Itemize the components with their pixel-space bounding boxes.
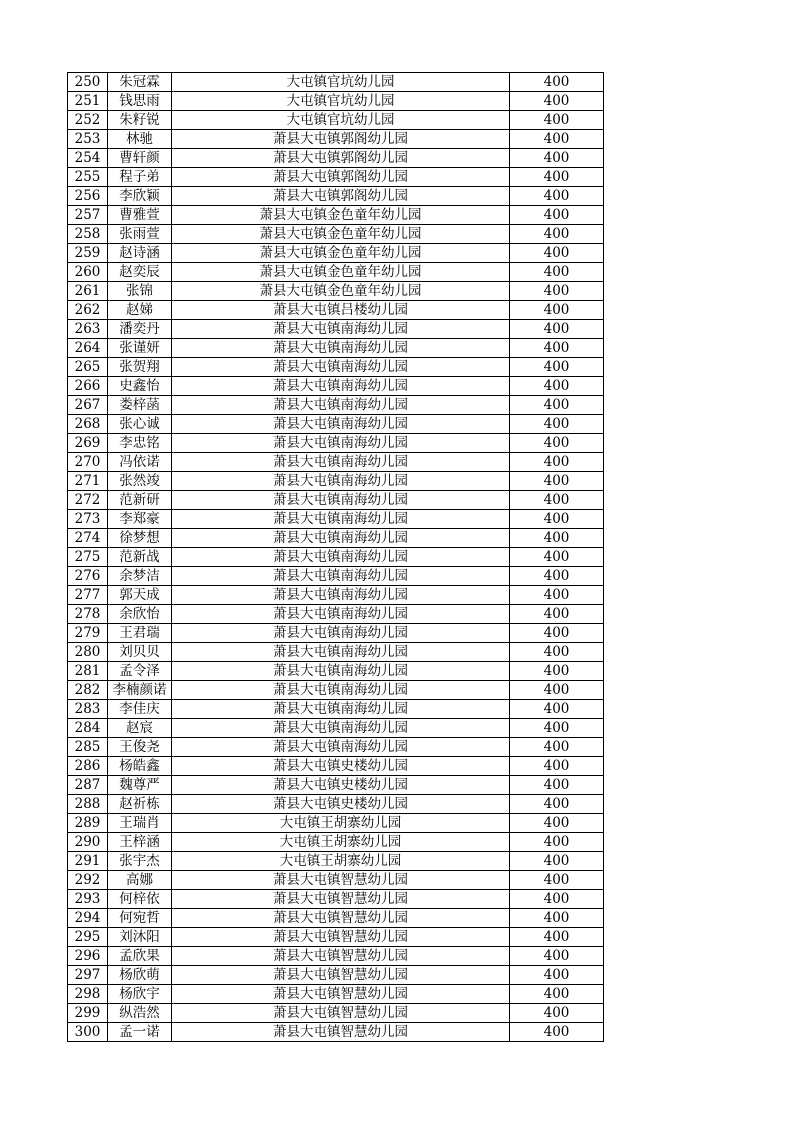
cell-student-name: 赵奕辰 bbox=[108, 263, 172, 282]
table-row bbox=[68, 719, 604, 738]
table-row bbox=[68, 700, 604, 719]
cell-student-name: 史鑫怡 bbox=[108, 377, 172, 396]
table-row bbox=[68, 985, 604, 1004]
table-row bbox=[68, 1004, 604, 1023]
cell-number: 297 bbox=[68, 966, 108, 985]
cell-amount: 400 bbox=[510, 890, 604, 909]
cell-amount: 400 bbox=[510, 700, 604, 719]
cell-number: 287 bbox=[68, 776, 108, 795]
cell-amount: 400 bbox=[510, 339, 604, 358]
cell-amount: 400 bbox=[510, 909, 604, 928]
table-row bbox=[68, 928, 604, 947]
table-row bbox=[68, 111, 604, 130]
cell-student-name: 何梓依 bbox=[108, 890, 172, 909]
cell-student-name: 张雨萱 bbox=[108, 225, 172, 244]
cell-student-name: 张宇杰 bbox=[108, 852, 172, 871]
table-row bbox=[68, 871, 604, 890]
cell-number: 285 bbox=[68, 738, 108, 757]
cell-amount: 400 bbox=[510, 434, 604, 453]
cell-amount: 400 bbox=[510, 453, 604, 472]
cell-number: 259 bbox=[68, 244, 108, 263]
cell-number: 280 bbox=[68, 643, 108, 662]
cell-number: 252 bbox=[68, 111, 108, 130]
cell-kindergarten: 萧县大屯镇南海幼儿园 bbox=[172, 700, 510, 719]
cell-amount: 400 bbox=[510, 415, 604, 434]
cell-number: 292 bbox=[68, 871, 108, 890]
table-row bbox=[68, 681, 604, 700]
table-row bbox=[68, 73, 604, 92]
table-row bbox=[68, 795, 604, 814]
cell-number: 263 bbox=[68, 320, 108, 339]
cell-kindergarten: 萧县大屯镇智慧幼儿园 bbox=[172, 966, 510, 985]
cell-amount: 400 bbox=[510, 776, 604, 795]
table-row bbox=[68, 624, 604, 643]
cell-kindergarten: 萧县大屯镇金色童年幼儿园 bbox=[172, 263, 510, 282]
cell-student-name: 孟欣果 bbox=[108, 947, 172, 966]
table-row bbox=[68, 966, 604, 985]
cell-amount: 400 bbox=[510, 111, 604, 130]
cell-amount: 400 bbox=[510, 586, 604, 605]
cell-amount: 400 bbox=[510, 985, 604, 1004]
table-row bbox=[68, 738, 604, 757]
cell-student-name: 杨欣萌 bbox=[108, 966, 172, 985]
table-row bbox=[68, 320, 604, 339]
cell-kindergarten: 萧县大屯镇智慧幼儿园 bbox=[172, 1004, 510, 1023]
cell-student-name: 刘贝贝 bbox=[108, 643, 172, 662]
table-row bbox=[68, 358, 604, 377]
cell-kindergarten: 萧县大屯镇吕楼幼儿园 bbox=[172, 301, 510, 320]
cell-number: 257 bbox=[68, 206, 108, 225]
table-row bbox=[68, 757, 604, 776]
cell-kindergarten: 萧县大屯镇郭阁幼儿园 bbox=[172, 187, 510, 206]
cell-student-name: 李佳庆 bbox=[108, 700, 172, 719]
table-row bbox=[68, 453, 604, 472]
table-row bbox=[68, 1023, 604, 1042]
cell-kindergarten: 萧县大屯镇金色童年幼儿园 bbox=[172, 282, 510, 301]
cell-number: 272 bbox=[68, 491, 108, 510]
cell-amount: 400 bbox=[510, 358, 604, 377]
cell-student-name: 范新研 bbox=[108, 491, 172, 510]
cell-number: 281 bbox=[68, 662, 108, 681]
cell-number: 273 bbox=[68, 510, 108, 529]
cell-student-name: 张谨妍 bbox=[108, 339, 172, 358]
cell-kindergarten: 萧县大屯镇郭阁幼儿园 bbox=[172, 168, 510, 187]
cell-number: 289 bbox=[68, 814, 108, 833]
cell-amount: 400 bbox=[510, 92, 604, 111]
table-row bbox=[68, 92, 604, 111]
cell-kindergarten: 萧县大屯镇金色童年幼儿园 bbox=[172, 206, 510, 225]
cell-student-name: 赵诗涵 bbox=[108, 244, 172, 263]
table-row bbox=[68, 301, 604, 320]
table-row bbox=[68, 605, 604, 624]
cell-kindergarten: 萧县大屯镇南海幼儿园 bbox=[172, 605, 510, 624]
cell-amount: 400 bbox=[510, 472, 604, 491]
cell-kindergarten: 萧县大屯镇南海幼儿园 bbox=[172, 377, 510, 396]
table-row bbox=[68, 282, 604, 301]
cell-student-name: 张然竣 bbox=[108, 472, 172, 491]
cell-kindergarten: 萧县大屯镇金色童年幼儿园 bbox=[172, 225, 510, 244]
cell-number: 253 bbox=[68, 130, 108, 149]
cell-number: 255 bbox=[68, 168, 108, 187]
cell-student-name: 孟令泽 bbox=[108, 662, 172, 681]
cell-amount: 400 bbox=[510, 605, 604, 624]
cell-student-name: 赵祈栋 bbox=[108, 795, 172, 814]
table-row bbox=[68, 206, 604, 225]
cell-number: 260 bbox=[68, 263, 108, 282]
table-row bbox=[68, 168, 604, 187]
cell-student-name: 高娜 bbox=[108, 871, 172, 890]
cell-amount: 400 bbox=[510, 643, 604, 662]
table-row bbox=[68, 339, 604, 358]
cell-student-name: 赵娣 bbox=[108, 301, 172, 320]
cell-kindergarten: 萧县大屯镇南海幼儿园 bbox=[172, 358, 510, 377]
cell-amount: 400 bbox=[510, 871, 604, 890]
cell-number: 256 bbox=[68, 187, 108, 206]
cell-kindergarten: 萧县大屯镇智慧幼儿园 bbox=[172, 985, 510, 1004]
cell-number: 265 bbox=[68, 358, 108, 377]
cell-student-name: 娄梓菡 bbox=[108, 396, 172, 415]
table-row bbox=[68, 814, 604, 833]
cell-number: 293 bbox=[68, 890, 108, 909]
cell-student-name: 赵宸 bbox=[108, 719, 172, 738]
cell-number: 254 bbox=[68, 149, 108, 168]
cell-student-name: 张心诚 bbox=[108, 415, 172, 434]
table-row bbox=[68, 776, 604, 795]
cell-student-name: 曹雅萱 bbox=[108, 206, 172, 225]
cell-number: 282 bbox=[68, 681, 108, 700]
cell-kindergarten: 萧县大屯镇郭阁幼儿园 bbox=[172, 149, 510, 168]
cell-amount: 400 bbox=[510, 73, 604, 92]
table-row bbox=[68, 586, 604, 605]
cell-number: 291 bbox=[68, 852, 108, 871]
table-row bbox=[68, 377, 604, 396]
cell-number: 296 bbox=[68, 947, 108, 966]
table-row bbox=[68, 225, 604, 244]
table-row bbox=[68, 263, 604, 282]
cell-amount: 400 bbox=[510, 149, 604, 168]
subsidy-table bbox=[67, 72, 604, 1042]
cell-student-name: 杨皓鑫 bbox=[108, 757, 172, 776]
cell-amount: 400 bbox=[510, 225, 604, 244]
cell-number: 269 bbox=[68, 434, 108, 453]
cell-kindergarten: 萧县大屯镇南海幼儿园 bbox=[172, 548, 510, 567]
cell-number: 271 bbox=[68, 472, 108, 491]
cell-amount: 400 bbox=[510, 738, 604, 757]
table-row bbox=[68, 833, 604, 852]
table-row bbox=[68, 548, 604, 567]
cell-student-name: 林驰 bbox=[108, 130, 172, 149]
cell-amount: 400 bbox=[510, 833, 604, 852]
cell-number: 299 bbox=[68, 1004, 108, 1023]
cell-kindergarten: 萧县大屯镇智慧幼儿园 bbox=[172, 947, 510, 966]
cell-number: 258 bbox=[68, 225, 108, 244]
cell-kindergarten: 大屯镇王胡寨幼儿园 bbox=[172, 814, 510, 833]
cell-student-name: 余欣怡 bbox=[108, 605, 172, 624]
cell-number: 268 bbox=[68, 415, 108, 434]
cell-number: 264 bbox=[68, 339, 108, 358]
cell-number: 288 bbox=[68, 795, 108, 814]
cell-student-name: 钱思雨 bbox=[108, 92, 172, 111]
cell-kindergarten: 大屯镇王胡寨幼儿园 bbox=[172, 833, 510, 852]
table-row bbox=[68, 643, 604, 662]
cell-number: 295 bbox=[68, 928, 108, 947]
cell-amount: 400 bbox=[510, 301, 604, 320]
cell-kindergarten: 萧县大屯镇南海幼儿园 bbox=[172, 681, 510, 700]
cell-amount: 400 bbox=[510, 928, 604, 947]
cell-kindergarten: 萧县大屯镇南海幼儿园 bbox=[172, 491, 510, 510]
cell-student-name: 张锦 bbox=[108, 282, 172, 301]
cell-amount: 400 bbox=[510, 187, 604, 206]
cell-student-name: 杨欣宇 bbox=[108, 985, 172, 1004]
cell-student-name: 徐梦想 bbox=[108, 529, 172, 548]
table-row bbox=[68, 130, 604, 149]
cell-amount: 400 bbox=[510, 852, 604, 871]
table-row bbox=[68, 491, 604, 510]
cell-student-name: 何宛哲 bbox=[108, 909, 172, 928]
cell-kindergarten: 萧县大屯镇智慧幼儿园 bbox=[172, 890, 510, 909]
cell-number: 266 bbox=[68, 377, 108, 396]
cell-amount: 400 bbox=[510, 757, 604, 776]
cell-number: 250 bbox=[68, 73, 108, 92]
cell-amount: 400 bbox=[510, 206, 604, 225]
cell-student-name: 冯依诺 bbox=[108, 453, 172, 472]
cell-kindergarten: 萧县大屯镇智慧幼儿园 bbox=[172, 928, 510, 947]
cell-student-name: 朱冠霖 bbox=[108, 73, 172, 92]
table-row bbox=[68, 510, 604, 529]
cell-kindergarten: 萧县大屯镇南海幼儿园 bbox=[172, 453, 510, 472]
cell-amount: 400 bbox=[510, 548, 604, 567]
cell-number: 267 bbox=[68, 396, 108, 415]
cell-amount: 400 bbox=[510, 244, 604, 263]
cell-amount: 400 bbox=[510, 168, 604, 187]
cell-kindergarten: 萧县大屯镇智慧幼儿园 bbox=[172, 871, 510, 890]
cell-student-name: 李郑豪 bbox=[108, 510, 172, 529]
cell-kindergarten: 萧县大屯镇南海幼儿园 bbox=[172, 339, 510, 358]
table-row bbox=[68, 244, 604, 263]
cell-amount: 400 bbox=[510, 396, 604, 415]
cell-number: 286 bbox=[68, 757, 108, 776]
cell-number: 276 bbox=[68, 567, 108, 586]
cell-amount: 400 bbox=[510, 282, 604, 301]
cell-amount: 400 bbox=[510, 529, 604, 548]
cell-kindergarten: 萧县大屯镇南海幼儿园 bbox=[172, 472, 510, 491]
cell-amount: 400 bbox=[510, 795, 604, 814]
cell-student-name: 王君瑞 bbox=[108, 624, 172, 643]
table-row bbox=[68, 909, 604, 928]
cell-kindergarten: 萧县大屯镇金色童年幼儿园 bbox=[172, 244, 510, 263]
cell-number: 290 bbox=[68, 833, 108, 852]
table-row bbox=[68, 567, 604, 586]
cell-kindergarten: 大屯镇官坑幼儿园 bbox=[172, 111, 510, 130]
cell-amount: 400 bbox=[510, 1023, 604, 1042]
cell-student-name: 李忠铭 bbox=[108, 434, 172, 453]
cell-number: 275 bbox=[68, 548, 108, 567]
cell-kindergarten: 萧县大屯镇南海幼儿园 bbox=[172, 643, 510, 662]
cell-number: 277 bbox=[68, 586, 108, 605]
cell-kindergarten: 萧县大屯镇史楼幼儿园 bbox=[172, 795, 510, 814]
cell-kindergarten: 萧县大屯镇郭阁幼儿园 bbox=[172, 130, 510, 149]
cell-student-name: 王梓涵 bbox=[108, 833, 172, 852]
table-row bbox=[68, 852, 604, 871]
cell-student-name: 郭天成 bbox=[108, 586, 172, 605]
cell-amount: 400 bbox=[510, 510, 604, 529]
table-row bbox=[68, 529, 604, 548]
table-row bbox=[68, 415, 604, 434]
cell-student-name: 孟一诺 bbox=[108, 1023, 172, 1042]
cell-kindergarten: 萧县大屯镇南海幼儿园 bbox=[172, 738, 510, 757]
table-row bbox=[68, 662, 604, 681]
cell-number: 270 bbox=[68, 453, 108, 472]
cell-number: 274 bbox=[68, 529, 108, 548]
cell-kindergarten: 萧县大屯镇南海幼儿园 bbox=[172, 567, 510, 586]
cell-amount: 400 bbox=[510, 947, 604, 966]
cell-kindergarten: 萧县大屯镇南海幼儿园 bbox=[172, 662, 510, 681]
cell-amount: 400 bbox=[510, 263, 604, 282]
table-row bbox=[68, 396, 604, 415]
cell-kindergarten: 萧县大屯镇南海幼儿园 bbox=[172, 719, 510, 738]
cell-kindergarten: 萧县大屯镇智慧幼儿园 bbox=[172, 909, 510, 928]
cell-number: 284 bbox=[68, 719, 108, 738]
cell-student-name: 刘沐阳 bbox=[108, 928, 172, 947]
cell-amount: 400 bbox=[510, 130, 604, 149]
cell-amount: 400 bbox=[510, 1004, 604, 1023]
cell-number: 300 bbox=[68, 1023, 108, 1042]
cell-number: 298 bbox=[68, 985, 108, 1004]
cell-kindergarten: 萧县大屯镇史楼幼儿园 bbox=[172, 757, 510, 776]
cell-amount: 400 bbox=[510, 719, 604, 738]
cell-number: 283 bbox=[68, 700, 108, 719]
table-row bbox=[68, 434, 604, 453]
cell-kindergarten: 大屯镇官坑幼儿园 bbox=[172, 92, 510, 111]
cell-kindergarten: 萧县大屯镇史楼幼儿园 bbox=[172, 776, 510, 795]
table-body bbox=[68, 73, 604, 1042]
cell-student-name: 朱籽锐 bbox=[108, 111, 172, 130]
table-row bbox=[68, 947, 604, 966]
cell-kindergarten: 萧县大屯镇南海幼儿园 bbox=[172, 529, 510, 548]
table-row bbox=[68, 187, 604, 206]
cell-student-name: 范新战 bbox=[108, 548, 172, 567]
table-row bbox=[68, 472, 604, 491]
cell-number: 294 bbox=[68, 909, 108, 928]
cell-amount: 400 bbox=[510, 624, 604, 643]
cell-kindergarten: 萧县大屯镇南海幼儿园 bbox=[172, 396, 510, 415]
cell-student-name: 魏尊严 bbox=[108, 776, 172, 795]
cell-student-name: 李楠颜诺 bbox=[108, 681, 172, 700]
cell-amount: 400 bbox=[510, 567, 604, 586]
cell-amount: 400 bbox=[510, 814, 604, 833]
cell-number: 262 bbox=[68, 301, 108, 320]
cell-number: 278 bbox=[68, 605, 108, 624]
cell-student-name: 余梦洁 bbox=[108, 567, 172, 586]
cell-kindergarten: 萧县大屯镇南海幼儿园 bbox=[172, 586, 510, 605]
cell-kindergarten: 萧县大屯镇南海幼儿园 bbox=[172, 320, 510, 339]
cell-amount: 400 bbox=[510, 662, 604, 681]
cell-kindergarten: 萧县大屯镇智慧幼儿园 bbox=[172, 1023, 510, 1042]
cell-student-name: 程子弟 bbox=[108, 168, 172, 187]
cell-kindergarten: 大屯镇王胡寨幼儿园 bbox=[172, 852, 510, 871]
cell-kindergarten: 萧县大屯镇南海幼儿园 bbox=[172, 434, 510, 453]
cell-student-name: 张贺翔 bbox=[108, 358, 172, 377]
cell-student-name: 曹轩颜 bbox=[108, 149, 172, 168]
cell-amount: 400 bbox=[510, 966, 604, 985]
table-row bbox=[68, 149, 604, 168]
cell-amount: 400 bbox=[510, 377, 604, 396]
cell-kindergarten: 萧县大屯镇南海幼儿园 bbox=[172, 624, 510, 643]
table-row bbox=[68, 890, 604, 909]
cell-number: 261 bbox=[68, 282, 108, 301]
cell-number: 279 bbox=[68, 624, 108, 643]
cell-kindergarten: 大屯镇官坑幼儿园 bbox=[172, 73, 510, 92]
cell-student-name: 潘奕丹 bbox=[108, 320, 172, 339]
cell-kindergarten: 萧县大屯镇南海幼儿园 bbox=[172, 510, 510, 529]
cell-student-name: 纵浩然 bbox=[108, 1004, 172, 1023]
cell-student-name: 李欣颖 bbox=[108, 187, 172, 206]
cell-kindergarten: 萧县大屯镇南海幼儿园 bbox=[172, 415, 510, 434]
cell-student-name: 王瑞肖 bbox=[108, 814, 172, 833]
cell-amount: 400 bbox=[510, 681, 604, 700]
cell-number: 251 bbox=[68, 92, 108, 111]
cell-amount: 400 bbox=[510, 491, 604, 510]
cell-student-name: 王俊尧 bbox=[108, 738, 172, 757]
cell-amount: 400 bbox=[510, 320, 604, 339]
